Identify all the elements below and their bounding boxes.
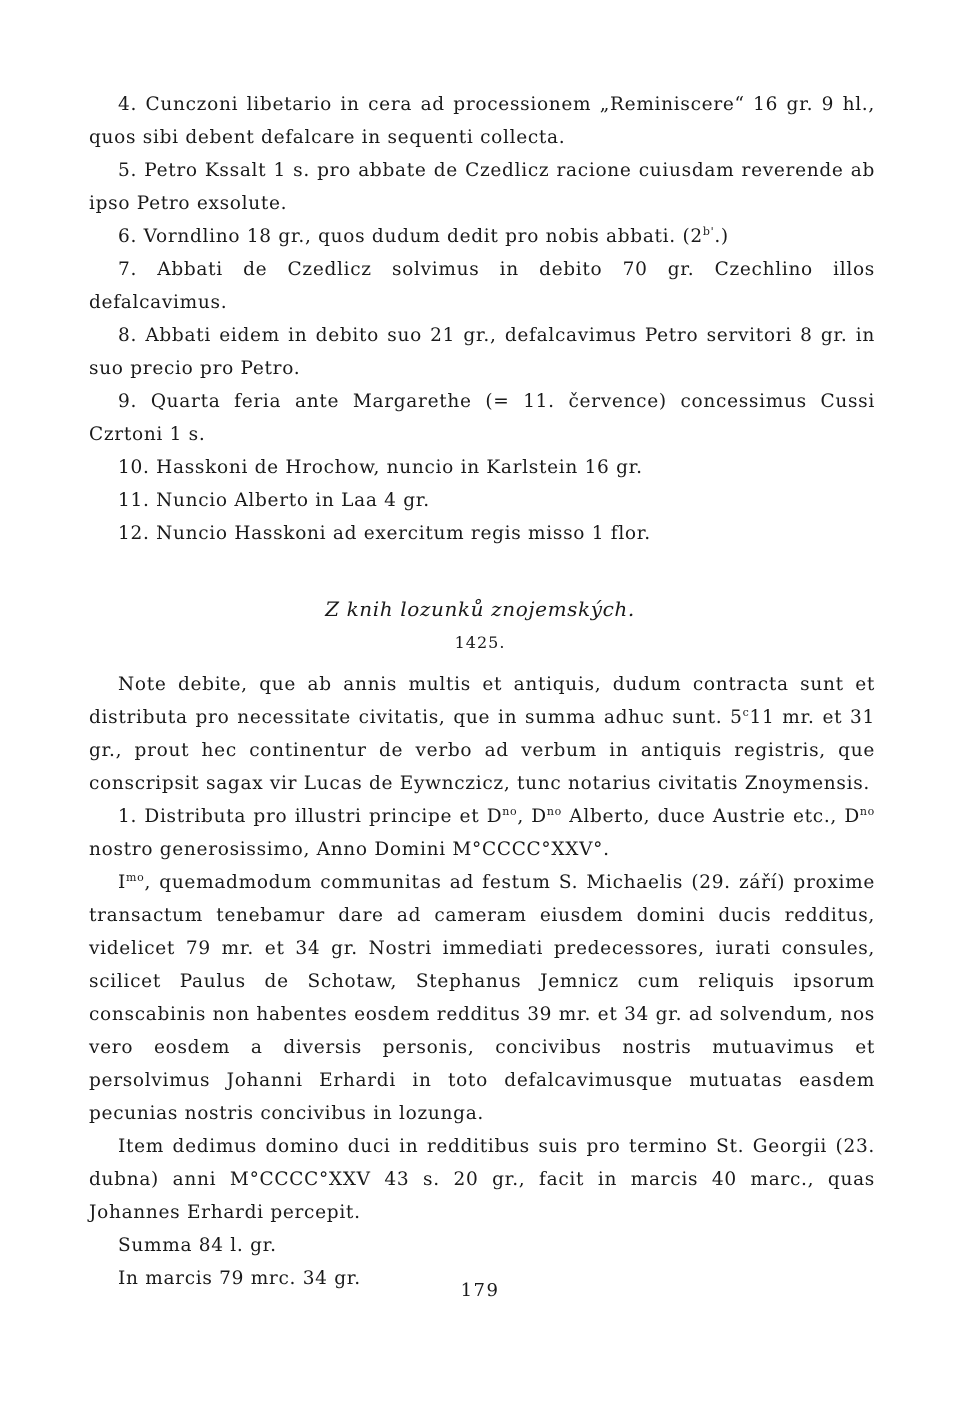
marcis-line: In marcis 79 mrc. 34 gr. (118, 1268, 361, 1289)
paragraph-distributa: 1. Distributa pro illustri principe et $D^{no}$, $D^{no}$ Alberto, duce Austrie etc., $D^{no}$ nostro generosissimo, Anno Domini M°CCCC°XXV°. (89, 804, 875, 860)
ledger-item-7: 7. Abbati de Czedlicz solvimus in debito 70 gr. Czechlino illos defalcavimus. (89, 259, 875, 313)
paragraph-item: Item dedimus domino duci in redditibus suis pro termino St. Georgii (23. dubna) anni M°CCCC°XXV 43 s. 20 gr., facit in marcis 40 marc., quas Johannes Erhardi percepit. (89, 1136, 875, 1223)
page-number: 179 (460, 1280, 500, 1301)
ledger-item-5: 5. Petro Kssalt 1 s. pro abbate de Czedlicz racione cuiusdam reverende ab ipso Petro exsolute. (89, 160, 875, 214)
ledger-item-4: 4. Cunczoni libetario in cera ad processionem „Reminiscere“ 16 gr. 9 hl., quos sibi debent defalcare in sequenti collecta. (89, 94, 875, 148)
section-heading: Z knih lozunků znojemských. (325, 597, 635, 621)
paragraph-imo: $I^{mo}$, quemadmodum communitas ad festum S. Michaelis (29. září) proxime transactum tenebamur dare ad cameram eiusdem domini ducis redditus, videlicet 79 mr. et 34 gr. Nostri immediati predecessores, iurati consules, scilicet Paulus de Schotaw, Stephanus Jemnicz cum reliquis ipsorum conscabinis non habentes eosdem redditus 39 mr. et 34 gr. ad solvendum, nos vero eosdem a diversis personis, concivibus nostris mutuavimus et persolvimus Johanni Erhardi in toto defalcavimusque mutuatas easdem pecunias nostris concivibus in lozunga. (89, 870, 875, 1124)
ledger-item-11: 11. Nuncio Alberto in Laa 4 gr. (118, 490, 430, 511)
ledger-item-6: 6. Vorndlino 18 gr., quos dudum dedit pro nobis abbati. $(2^{b'}.)$ (118, 224, 729, 247)
section-body (89, 668, 875, 1295)
ledger-item-10: 10. Hasskoni de Hrochow, nuncio in Karlstein 16 gr. (118, 457, 643, 478)
ledger-item-9: 9. Quarta feria ante Margarethe (= 11. července) concessimus Cussi Czrtoni 1 s. (89, 391, 875, 445)
paragraph-intro: Note debite, que ab annis multis et antiquis, dudum contracta sunt et distributa pro necessitate civitatis, que in summa adhuc sunt. 5$^c$11 mr. et 31 gr., prout hec continentur de verbo ad verbum in antiquis registris, que conscripsit sagax vir Lucas de Eywnczicz, tunc notarius civitatis Znoymensis. (89, 674, 875, 794)
ledger-items (89, 88, 875, 550)
ledger-item-8: 8. Abbati eidem in debito suo 21 gr., defalcavimus Petro servitori 8 gr. in suo precio pro Petro. (89, 325, 875, 379)
section-year: 1425. (454, 633, 506, 652)
summa-line: Summa 84 l. gr. (118, 1235, 277, 1256)
ledger-item-12: 12. Nuncio Hasskoni ad exercitum regis misso 1 flor. (118, 523, 651, 544)
